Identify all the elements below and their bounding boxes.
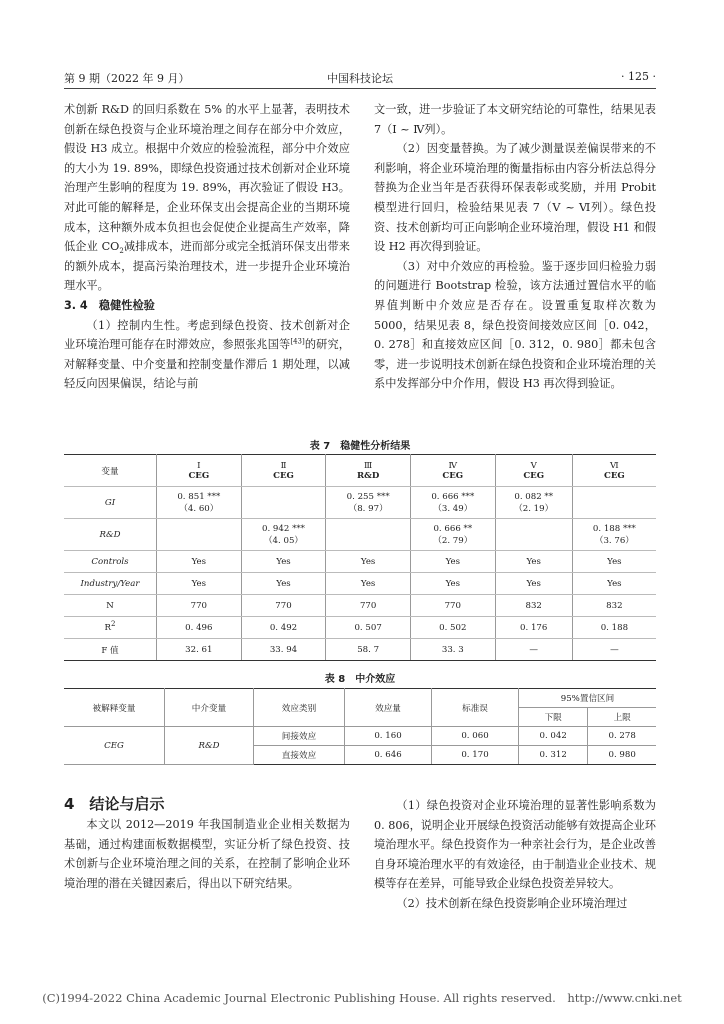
paragraph: 术创新 R&D 的回归系数在 5% 的水平上显著，表明技术创新在绿色投资与企业环境治理之间存在部分中介效应，假设 H3 成立。根据中介效应的检验流程，部分中介效应的大小为 19. 89%，即绿色投资通过技术创新对企业环境治理产生影响的程度为 19. 89%，再次验证了假设 H3。对此可能的解释是，企业环保支出会提高企业的当期环境成本，这种额外成本负担也会促使企业提高生产效率，降低企业 $CO_2$减排成本，进而部分或完全抵消环保支出带来的额外成本，提高污染治理技术，进一步提升企业环境治理水平。: [64, 103, 350, 293]
page-number: · 125 ·: [621, 70, 656, 83]
table-row: Controls Yes Yes Yes Yes Yes Yes: [64, 551, 656, 573]
right-column-lower: [374, 796, 656, 914]
table-header-row: [64, 455, 656, 487]
table-row: F 值 32. 61 33. 94 58. 7 33. 3 — —: [64, 639, 656, 661]
header-cell: Ⅱ CEG: [241, 455, 326, 487]
section-heading-4: 4 结论与启示: [64, 795, 165, 813]
table-header-row: 被解释变量 中介变量 效应类别 效应量 标准误 95%置信区间: [64, 689, 656, 708]
table-row: R&D 0. 942 *** （4. 05） 0. 666 ** （2. 79） 0. 188 *** （3. 76）: [64, 519, 656, 551]
paragraph: （2）因变量替换。为了减少测量误差偏误带来的不利影响，将企业环境治理的衡量指标由内容分析法总得分替换为企业当年是否获得环保表彰或奖励，并用 Probit 模型进行回归，检验结果见表 7（Ⅴ ~ Ⅵ列）。绿色投资、技术创新均可正向影响企业环境治理，假设 H1 和假设 H2 再次得到验证。: [374, 142, 656, 254]
table-row: CEG R&D 间接效应 0. 160 0. 060 0. 042 0. 278: [64, 727, 656, 746]
copyright-footer: (C)1994-2022 China Academic Journal Electronic Publishing House. All rights reserved. http://www.cnki.net: [42, 991, 682, 1005]
issue-label: 第 9 期（2022 年 9 月）: [64, 72, 190, 85]
header-cell: 变量: [64, 455, 157, 487]
table-row: Industry/Year Yes Yes Yes Yes Yes Yes: [64, 573, 656, 595]
paragraph: （1）控制内生性。考虑到绿色投资、技术创新对企业环境治理可能存在时滞效应，参照张兆国等[43]的研究，对解释变量、中介变量和控制变量作滞后 1 期处理，以减轻反向因果偏误，结论与前: [64, 318, 350, 391]
header-rule: [64, 88, 656, 89]
header-cell: Ⅳ CEG: [410, 455, 495, 487]
paragraph: 文一致，进一步验证了本文研究结论的可靠性，结果见表 7（Ⅰ ~ Ⅳ列）。: [374, 103, 656, 136]
section-heading-3-4: 3. 4 稳健性检验: [64, 298, 155, 312]
robustness-table: [64, 454, 656, 661]
journal-name: 中国科技论坛: [327, 72, 393, 85]
header-cell: Ⅰ CEG: [157, 455, 242, 487]
table-header-row: 下限 上限: [64, 708, 656, 727]
header-cell: Ⅵ CEG: [572, 455, 656, 487]
left-column: [64, 100, 350, 394]
table-row: N 770 770 770 770 832 832: [64, 595, 656, 617]
paragraph: （2）技术创新在绿色投资影响企业环境治理过: [396, 896, 628, 910]
header-cell: Ⅴ CEG: [495, 455, 572, 487]
paragraph: （1）绿色投资对企业环境治理的显著性影响系数为 0. 806，说明企业开展绿色投资活动能够有效提高企业环境治理水平。绿色投资作为一种亲社会行为，是企业改善自身环境治理水平的有效途径，由于制造业企业技术、规模等存在差异，可能导致企业绿色投资差异较大。: [374, 799, 656, 891]
paragraph: 本文以 2012—2019 年我国制造业企业相关数据为基础，通过构建面板数据模型，实证分析了绿色投资、技术创新与企业环境治理之间的关系，在控制了影响企业环境治理的潜在关键因素后，得出以下研究结果。: [64, 818, 350, 890]
header-cell: Ⅲ R&D: [326, 455, 411, 487]
mediation-table: [64, 688, 656, 765]
table-row: $R^2$ 0. 496 0. 492 0. 507 0. 502 0. 176 0. 188: [64, 617, 656, 639]
table-row: 直接效应 0. 646 0. 170 0. 312 0. 980: [64, 746, 656, 765]
left-column-lower: [64, 793, 350, 893]
table-row: GI 0. 851 *** （4. 60） 0. 255 *** （8. 97） 0. 666 *** （3. 49） 0. 082 ** （2. 19）: [64, 487, 656, 519]
paragraph: （3）对中介效应的再检验。鉴于逐步回归检验力弱的问题进行 Bootstrap 检验，该方法通过置信水平的临界值判断中介效应是否存在。设置重复取样次数为 5000，结果见表 8，绿色投资间接效应区间［0. 042，0. 278］和直接效应区间［0. 312，0. 980］都未包含零，进一步说明技术创新在绿色投资和企业环境治理的关系中发挥部分中介作用，假设 H3 再次得到验证。: [374, 259, 656, 391]
table7-caption: 表 7 稳健性分析结果: [309, 441, 411, 452]
table8-caption: 表 8 中介效应: [324, 674, 396, 685]
page-header: [64, 70, 656, 88]
right-column: [374, 100, 656, 394]
